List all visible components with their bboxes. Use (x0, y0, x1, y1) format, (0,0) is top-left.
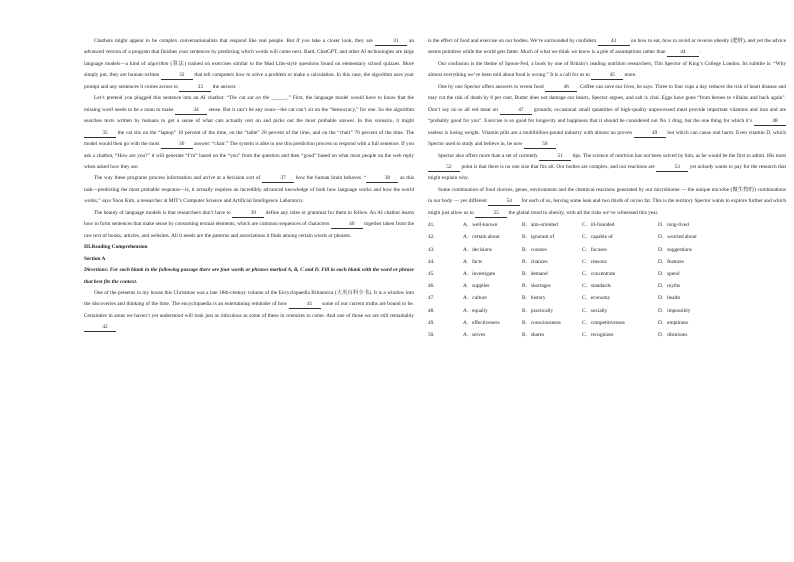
passage-paragraph (84, 173, 414, 207)
question-number: 46. (428, 283, 435, 290)
text: .” First, the language model would have to know that the missing word needs to be a noun to make (84, 95, 414, 113)
option-a[interactable]: A．supplies (463, 283, 490, 290)
text: . (555, 141, 558, 148)
section-title: III.Reading Comprehension (84, 244, 148, 251)
text: but which can cause real harm. Even vitamin D, which Spector used to study and believe in, he now (428, 129, 786, 148)
text: that tell computers how to solve a problem or make a calculation. In this case, the algorithm uses your prompt and any sentences it comes across to (84, 72, 414, 90)
option-c[interactable]: C．economy (582, 295, 611, 302)
blank-35: 35 (84, 130, 116, 138)
option-b[interactable]: B．ignorant of (522, 234, 555, 241)
options-list (428, 219, 786, 341)
text: for each of us, leaving some lean and two thirds of us too fat. This is the territory Spector wants to explore further and which might just allow us to (428, 198, 786, 216)
text: One by one Spector offers answers to recent food (438, 83, 544, 90)
option-a[interactable]: A．well-known (463, 222, 498, 229)
blank-51: 51 (539, 153, 571, 161)
option-d[interactable]: D．health (658, 295, 681, 302)
option-c[interactable]: C．standards (582, 283, 611, 290)
blank-43: 43 (598, 38, 630, 46)
blank-36: 36 (161, 141, 193, 149)
text: One of the presents in my house this Christmas was a late 18th-century volume of the Encyclopaedia Britannica (大英百科全书). It is a window into the discoveries and thinking of the time. The encyclopaedia is an entertaining reminder of how (84, 289, 414, 308)
option-a[interactable]: A．culture (463, 295, 487, 302)
text: define any rules or grammar for them to follow. An AI chatbot learns how to form sentences that make sense by consuming textual elements, which are common sequences of characters (84, 209, 415, 228)
option-b[interactable]: B．shares (522, 331, 545, 338)
option-b[interactable]: B．shortages (522, 283, 551, 290)
passage-paragraph (428, 82, 786, 151)
option-d[interactable]: D．long-lived (658, 222, 689, 229)
blank-48: 48 (754, 118, 786, 126)
option-c[interactable]: C．reasons (582, 258, 607, 265)
question-number: 42. (428, 234, 435, 241)
blank-52: 52 (428, 164, 460, 172)
option-row (428, 231, 786, 243)
text: . Coffee can save our lives, he says. Three to four cups a day reduces the risk of heart disease and may cut the risk of death by 8 per cent. Butter does not damage our hearts, Spector argues, and salt is vital. Eggs have gone “from heroes to villains and back again”. Don’t say no to all red meat on (428, 83, 786, 113)
option-c[interactable]: C．concentrate (582, 271, 616, 277)
blank-40: 40 (331, 221, 363, 229)
text: more. (624, 72, 637, 79)
text: an advanced version of a program that finishes your sentences by predicting which words will come next. Bard, ChatGPT, and other AI technologies are large language models—a kind of (84, 38, 414, 67)
option-c[interactable]: C．ill-founded (582, 222, 615, 229)
blank-45: 45 (591, 72, 623, 80)
option-d[interactable]: D．worried about (658, 234, 697, 241)
option-b[interactable]: B．courses (522, 246, 547, 253)
text: is the effect of food and exercise on our bodies. We’re surrounded by confident (428, 38, 597, 44)
blank-37: 37 (262, 175, 294, 183)
blank-39: 39 (232, 210, 264, 218)
option-c[interactable]: C．focuses (582, 246, 607, 253)
blank-44: 44 (667, 49, 699, 57)
example-sentence: The cat sat on the ______ (229, 95, 288, 102)
blank-53: 53 (656, 164, 688, 172)
passage-paragraph (428, 185, 786, 219)
option-d[interactable]: D．suggestions (658, 246, 692, 253)
blank-34: 34 (175, 107, 207, 115)
option-a[interactable]: A．certain about (463, 234, 500, 241)
option-d[interactable]: D．myths (658, 283, 681, 290)
directions (84, 265, 414, 288)
passage-paragraph (84, 208, 414, 242)
blank-47: 47 (500, 107, 532, 115)
option-c[interactable]: C．socially (582, 307, 608, 314)
passage-paragraph (84, 288, 414, 334)
option-c[interactable]: C．competitiveness (582, 319, 625, 326)
text: answer: “chair.” The system is able to use this prediction process to respond with a full sentence. If you ask a chatbot, “How are you?” it will generate “I’m” based on the “you” from the question and then “good” based on what most people on the web reply when asked how they are. (84, 141, 414, 170)
option-row (428, 292, 786, 304)
text: the global trend to obesity, with all the risks we’ve witnessed this year. (508, 209, 659, 216)
text: Let’s pretend you plugged this sentence into an AI chatbot: “ (94, 95, 230, 102)
option-b[interactable]: B．practically (522, 307, 554, 314)
option-a[interactable]: A．facts (463, 258, 483, 265)
term-algorithm: algorithm (147, 60, 169, 67)
option-row (428, 317, 786, 329)
question-number: 41. (428, 222, 435, 229)
option-b[interactable]: B．demand (522, 271, 548, 277)
option-a[interactable]: A．effectiveness (463, 319, 500, 326)
blank-54: 54 (488, 198, 520, 206)
text: the answer. (212, 83, 237, 90)
option-d[interactable]: D．features (658, 258, 684, 265)
directions-text: Directions: For each blank in the following passage there are four words or phrases marked A, B, C and D. Fill in each blank with the word or phrase that best fits the context. (84, 267, 414, 285)
option-row (428, 329, 786, 341)
text: Spector also offers more than a set of currently (438, 152, 538, 159)
option-c[interactable]: C．recognizes (582, 331, 614, 338)
option-d[interactable]: D．dismisses (658, 331, 688, 338)
option-a[interactable]: A．decisions (463, 246, 492, 253)
text: point is that there is no one size that fits all. Our bodies are complex, and our reactions are (461, 163, 655, 170)
option-b[interactable]: B．consciousness (522, 319, 561, 326)
option-a[interactable]: A．investigate (463, 271, 496, 277)
left-column (84, 36, 414, 334)
blank-38: 38 (366, 175, 398, 183)
text: Chatbots might appear to be complex conversationalists that respond like real people. But if you take a closer look, they are (94, 38, 373, 44)
passage-paragraph (84, 93, 414, 173)
blank-49: 49 (634, 130, 666, 138)
question-number: 44. (428, 258, 435, 265)
text: . (698, 49, 701, 56)
question-number: 48. (428, 307, 435, 314)
right-column (428, 36, 786, 341)
passage-paragraph (428, 36, 786, 59)
text: yet nobody wants to pay for the research that might explain why. (428, 163, 787, 182)
blank-31: 31 (375, 38, 407, 46)
blank-42: 42 (84, 324, 116, 332)
question-number: 47. (428, 295, 435, 302)
option-a[interactable]: A．serves (463, 331, 486, 338)
blank-46: 46 (545, 84, 577, 92)
blank-32: 32 (161, 72, 193, 80)
section-subtitle: Section A (84, 255, 106, 262)
text: on how to eat, how to avoid or reverse obesity (肥胖), and yet the advice seems pointless while the world gets fatter. Much of what we think we know is a pile of assumptions rather than (428, 38, 787, 56)
option-row (428, 280, 786, 292)
blank-50: 50 (524, 141, 556, 149)
blank-55: 55 (475, 210, 507, 218)
option-a[interactable]: A．equally (463, 307, 488, 314)
passage-paragraph (428, 151, 786, 185)
option-b[interactable]: B．aim-oriented (522, 222, 558, 229)
text: Some combination of food choices, genes, environment and the chemical reactions generated by our microbiome — the unique microbe (微生物的) combinations in our body — yes different (428, 186, 786, 205)
option-d[interactable]: D．spend (658, 271, 680, 277)
option-b[interactable]: B．chances (522, 258, 548, 265)
text: sense. But it can’t be any noun—the cat can’t sit on the “democracy,” for one. So the algorithm searches texts written by humans to get a sense of what cats actually rest on and picks out the most probable answer. In this scenario, it might (84, 106, 415, 125)
option-row (428, 305, 786, 317)
option-d[interactable]: D．impossibly (658, 307, 691, 314)
text: The way these programs process information and arrive at a decision sort of (94, 175, 261, 182)
text: some of our current truths are bound to be. Certainties in areas we haven’t yet understood will look just as ridiculous as some of these in centuries to come. And one of those we are still remarkably (84, 301, 414, 319)
text: Our confusion is the theme of Spoon-Fed, a book by one of Britain’s leading nutrition researchers, Tim Spector of King’s College London. Its subtitle is: “Why almost everything we’ve been told about food is wrong.” It is a call for us to (428, 60, 786, 79)
text: as this task—predicting the most probable response—is, it actually requires an incredibly advanced knowledge of both how language works and how the world works,” says Yoon Kim, a researcher at MIT’s Computer Science and Artificial Intelligence Laboratory. (84, 175, 415, 205)
option-row (428, 219, 786, 231)
option-d[interactable]: D．emptiness (658, 319, 689, 326)
text: together taken from the raw text of books, articles, and websites. All it needs are the patterns and associations it finds among certain words or phrases. (84, 221, 415, 239)
text: grounds; occasional small quantities of high-quality unprocessed meat provide important vitamins and iron and are “probably good for you”. Exercise is so good for longevity and happiness that it should be considered our No 1 drug, but the one thing for which it’s (428, 106, 786, 125)
text: (算法) trained on exercises similar to the Mad Libs-style questions found on elementary school quizzes. More simply put, they are human-written (84, 60, 414, 79)
passage-paragraph (428, 59, 786, 82)
text: The beauty of language models is that researchers don’t have to (94, 209, 231, 216)
text: useless is losing weight. Vitamin pills are a multibillion-pound industry with almost no proven (428, 129, 633, 136)
blank-33: 33 (179, 84, 211, 92)
text: the cat sits on the “laptop” 10 percent of the time, on the “table” 20 percent of the time, and on the “chair” 70 percent of the time. The model would then go with the most (84, 129, 414, 148)
option-b[interactable]: B．history (522, 295, 546, 302)
option-row (428, 244, 786, 256)
option-row (428, 268, 786, 280)
option-row (428, 256, 786, 268)
text: how the human brain behaves. “ (295, 175, 367, 182)
option-c[interactable]: C．capable of (582, 234, 613, 241)
question-number: 43. (428, 246, 435, 253)
question-number: 49. (428, 319, 435, 326)
text: tips. The science of nutrition has not been solved by him, as he would be the first to admit. His most (572, 152, 787, 159)
question-number: 50. (428, 331, 435, 338)
passage-paragraph (84, 36, 414, 93)
blank-41: 41 (289, 301, 321, 309)
question-number: 45. (428, 271, 435, 277)
